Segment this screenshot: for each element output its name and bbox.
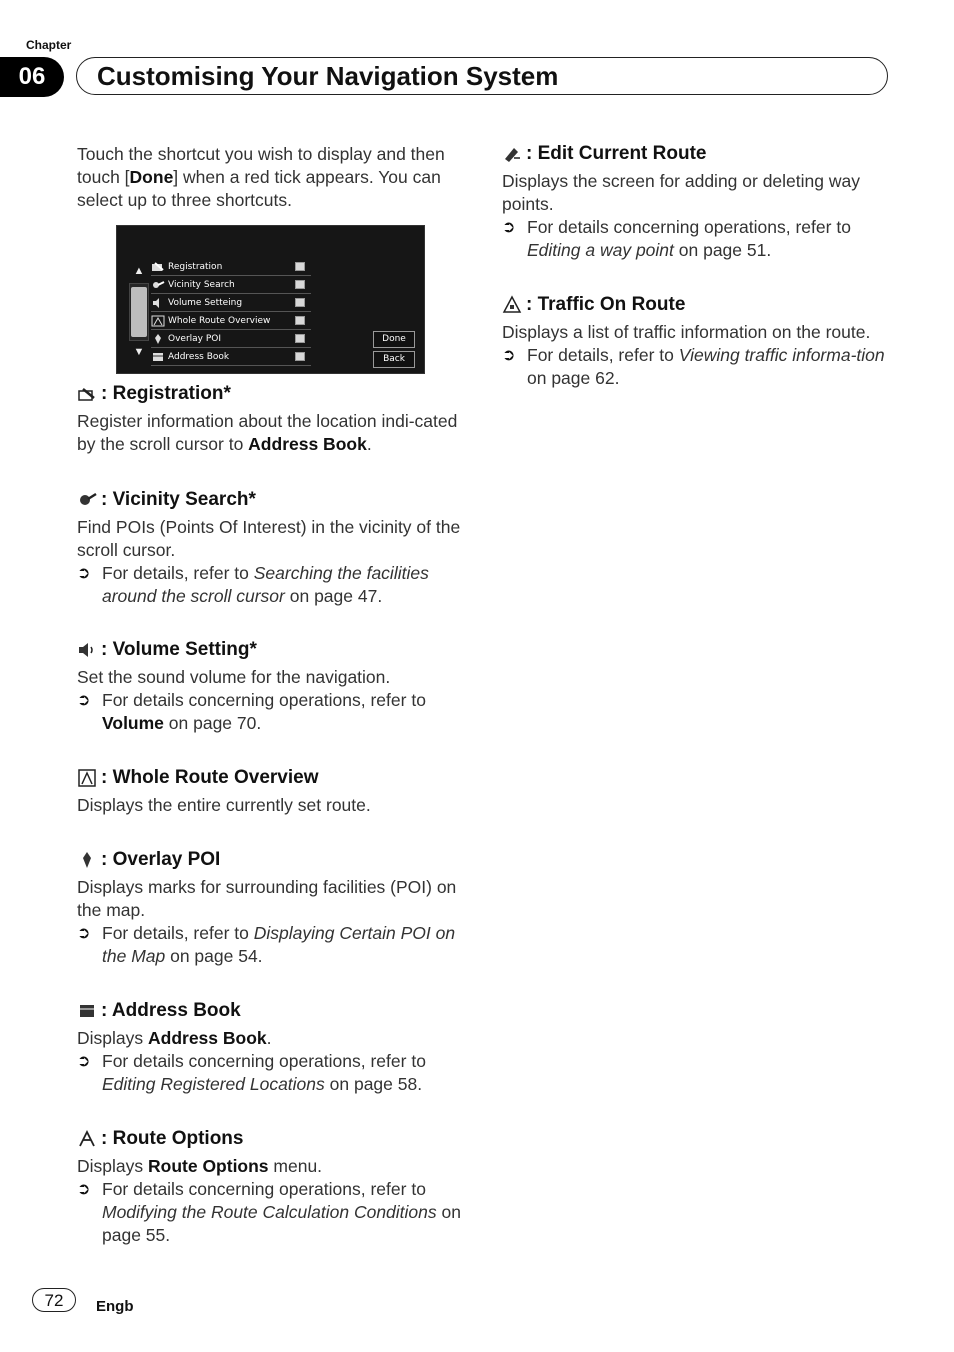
tick-box[interactable] (295, 280, 305, 289)
tick-box[interactable] (295, 298, 305, 307)
poi-icon (77, 850, 97, 870)
registration-icon (151, 261, 165, 273)
tick-box[interactable] (295, 334, 305, 343)
intro-text-start: Touch the shortcut you wish to display and then touch [ (77, 144, 445, 187)
edit-reference (502, 216, 887, 262)
poi-icon (151, 333, 165, 345)
address-bold: Address Book (148, 1028, 267, 1048)
vicinity-search-icon (77, 490, 97, 510)
reference-arrow-icon: ➲ (502, 347, 516, 364)
heading-overlay-poi: : Overlay POI (101, 849, 221, 870)
reference-arrow-icon: ➲ (502, 219, 516, 236)
registration-icon (77, 384, 97, 404)
volume-reference (77, 689, 462, 735)
reference-arrow-icon: ➲ (77, 925, 91, 942)
menu-item-label: Registration (168, 261, 223, 272)
heading-registration: : Registration* (101, 383, 231, 404)
menu-item-vicinity-search[interactable] (151, 276, 311, 294)
ref-page: on page 54. (165, 946, 263, 966)
menu-item-registration[interactable] (151, 258, 311, 276)
ref-text: For details, refer to (102, 563, 254, 583)
options-reference (77, 1178, 462, 1247)
ref-text: For details, refer to (527, 345, 679, 365)
page-title: Customising Your Navigation System (97, 61, 559, 91)
reference-arrow-icon: ➲ (77, 1181, 91, 1198)
options-bold: Route Options (148, 1156, 269, 1176)
heading-whole-route-overview: : Whole Route Overview (101, 767, 319, 788)
done-button[interactable]: Done (373, 331, 415, 348)
title-bar (76, 57, 888, 95)
section-traffic-on-route (502, 294, 887, 390)
menu-item-label: Vicinity Search (168, 279, 235, 290)
ref-page: on page 51. (673, 240, 772, 260)
chapter-number-badge: 06 (0, 57, 64, 97)
route-overview-icon (151, 315, 165, 327)
traffic-text: Displays a list of traffic information on the route. (502, 322, 871, 342)
registration-text-end: . (366, 434, 372, 454)
heading-volume-setting: : Volume Setting* (101, 639, 257, 660)
ref-page: on page 70. (163, 713, 262, 733)
reference-arrow-icon: ➲ (77, 1053, 91, 1070)
heading-address-book: : Address Book (101, 1000, 241, 1021)
ref-bold-text: Volume (102, 713, 164, 733)
section-edit-current-route (502, 143, 887, 262)
heading-traffic-on-route: : Traffic On Route (526, 294, 686, 315)
address-text-end: . (266, 1028, 272, 1048)
ref-link-text: Editing a way point (527, 240, 674, 260)
language-code: Engb (96, 1298, 134, 1315)
tick-box[interactable] (295, 316, 305, 325)
ref-text: For details concerning operations, refer to (102, 690, 426, 710)
edit-route-icon (502, 144, 522, 164)
menu-item-label: Address Book (168, 351, 230, 362)
intro-paragraph (77, 143, 457, 212)
address-text (77, 1027, 462, 1050)
edit-text: Displays the screen for adding or deleting way points. (502, 171, 860, 214)
vicinity-reference (77, 562, 462, 608)
poi-text: Displays marks for surrounding facilities (POI) on the map. (77, 877, 457, 920)
options-text-start: Displays (77, 1156, 148, 1176)
shortcut-selection-screen (116, 225, 425, 374)
poi-reference (77, 922, 462, 968)
overview-text: Displays the entire currently set route. (77, 795, 371, 815)
registration-address-book: Address Book (248, 434, 367, 454)
ref-link-text: Displaying Certain POI on the Map (102, 923, 456, 966)
menu-item-label: Overlay POI (168, 333, 222, 344)
menu-item-volume-setting[interactable] (151, 294, 311, 312)
heading-route-options: : Route Options (101, 1128, 244, 1149)
ref-link-text: Viewing traffic informa-tion (678, 345, 885, 365)
volume-icon (151, 297, 165, 309)
page-number: 72 (32, 1288, 76, 1312)
ref-link-text: Editing Registered Locations (102, 1074, 325, 1094)
menu-item-whole-route-overview[interactable] (151, 312, 311, 330)
ref-link-text: Searching the facilities around the scroll cursor (102, 563, 429, 606)
menu-item-overlay-poi[interactable] (151, 330, 311, 348)
reference-arrow-icon: ➲ (77, 565, 91, 582)
tick-box[interactable] (295, 352, 305, 361)
ref-page: on page 47. (284, 586, 383, 606)
section-overlay-poi (77, 849, 462, 968)
address-text-start: Displays (77, 1028, 148, 1048)
registration-text-start: Register information about the location indi-cated by the scroll cursor to (77, 411, 458, 454)
menu-item-address-book[interactable] (151, 348, 311, 366)
route-options-icon (77, 1129, 97, 1149)
traffic-icon (502, 295, 522, 315)
chapter-label: Chapter (26, 38, 72, 52)
section-registration (77, 383, 462, 456)
section-volume-setting (77, 639, 462, 735)
ref-text: For details, refer to (102, 923, 254, 943)
options-text-end: menu. (268, 1156, 323, 1176)
route-overview-icon (77, 768, 97, 788)
vicinity-search-icon (151, 279, 165, 291)
address-book-icon (151, 351, 165, 363)
ref-page: on page 58. (324, 1074, 423, 1094)
menu-item-label: Volume Setteing (168, 297, 243, 308)
traffic-reference (502, 344, 887, 390)
options-text (77, 1155, 462, 1178)
heading-edit-current-route: : Edit Current Route (526, 143, 707, 164)
ref-text: For details concerning operations, refer to (102, 1179, 426, 1199)
scrollbar[interactable] (129, 283, 149, 341)
back-button[interactable]: Back (373, 351, 415, 368)
ref-link-text: Modifying the Route Calculation Conditions (102, 1202, 437, 1222)
volume-text: Set the sound volume for the navigation. (77, 667, 391, 687)
address-reference (77, 1050, 462, 1096)
section-whole-route-overview (77, 767, 462, 817)
intro-text-end: ] when a red tick appears. You can select up to three shortcuts. (77, 167, 441, 210)
tick-box[interactable] (295, 262, 305, 271)
registration-text (77, 410, 462, 456)
ref-page: on page 55. (102, 1202, 461, 1245)
vicinity-text: Find POIs (Points Of Interest) in the vicinity of the scroll cursor. (77, 517, 461, 560)
menu-item-label: Whole Route Overview (168, 315, 271, 326)
section-address-book (77, 1000, 462, 1096)
scroll-up-button[interactable]: ▲ (133, 265, 145, 277)
scroll-thumb[interactable] (131, 287, 147, 337)
ref-text: For details concerning operations, refer to (102, 1051, 426, 1071)
scroll-down-button[interactable]: ▼ (133, 346, 145, 358)
heading-vicinity-search: : Vicinity Search* (101, 489, 256, 510)
volume-icon (77, 640, 97, 660)
ref-page: on page 62. (527, 368, 620, 388)
reference-arrow-icon: ➲ (77, 692, 91, 709)
section-vicinity-search (77, 489, 462, 608)
ref-text: For details concerning operations, refer to (527, 217, 851, 237)
address-book-icon (77, 1001, 97, 1021)
section-route-options (77, 1128, 462, 1247)
intro-done-label: Done (129, 167, 174, 187)
